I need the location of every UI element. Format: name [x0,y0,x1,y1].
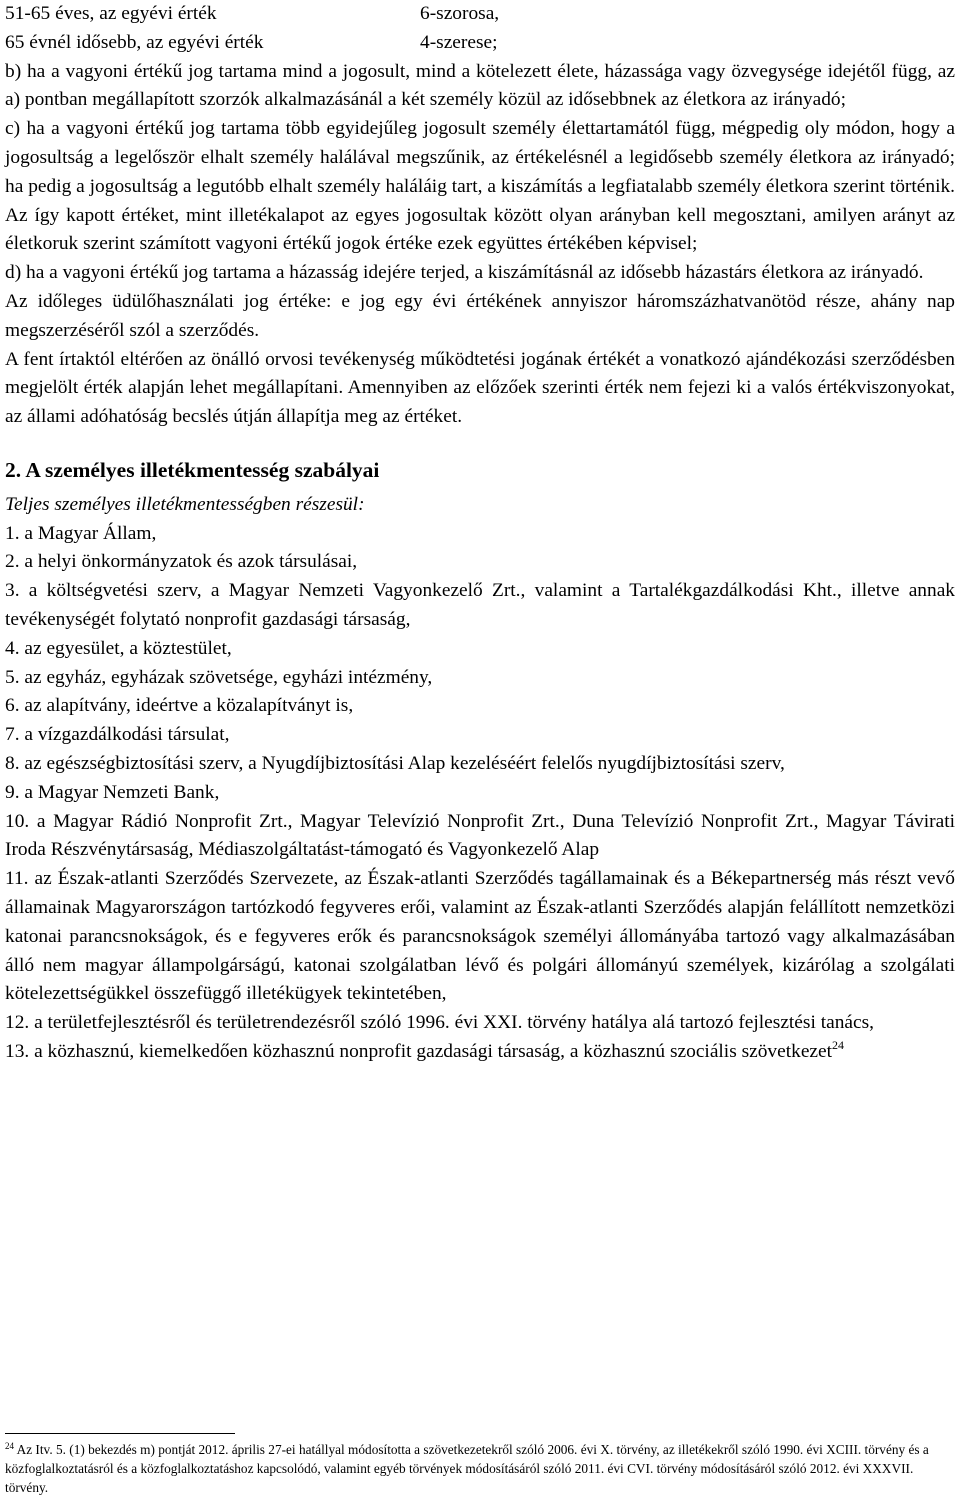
footnote-24 [5,1440,955,1498]
section-heading: 2. A személyes illetékmentesség szabályai [5,457,380,482]
footnote-text: Az Itv. 5. (1) bekezdés m) pontját 2012. április 27-ei hatállyal módosította a szövetkezetekről szóló 2006. évi X. törvény, az illetékekről szóló 1990. évi XCIII. törvény és a közfoglalkoztatásról és a közfoglalkoztatáshoz kapcsolódó, valamint egyéb törvények módosításáról szóló 2011. évi CVI. törvény módosításáról szóló 2012. évi XXXVII. törvény. [5,1442,929,1496]
list-item: 4. az egyesület, a köztestület, [5,637,232,659]
list-item: 6. az alapítvány, ideértve a közalapítványt is, [5,695,354,717]
list-item: 3. a költségvetési szerv, a Magyar Nemzeti Vagyonkezelő Zrt., valamint a Tartalékgazdálkodási Kht., illetve annak tevékenységét folytató nonprofit gazdasági társaság, [5,580,955,630]
age-multiplier: 6-szorosa, [420,3,500,24]
footnote-number: 24 [5,1441,14,1451]
footnote-reference[interactable]: 24 [832,1037,845,1052]
list-item: 1. a Magyar Állam, [5,522,157,544]
list-item: 11. az Észak-atlanti Szerződés Szervezete, az Észak-atlanti Szerződés tagállamainak és a Békepartnerség más részt vevő államainak Magyarországon tartózkodó fegyveres erői, valamint az Észak-atlanti Szerződés alapján felállított nemzetközi katonai parancsnokságok, és e fegyveres erők és parancsnokságok személyi állományába tartozó vagy alkalmazásában álló nem magyar állampolgárságú, katonai szolgálatban lévő és polgári állományú személyek, kizárólag a szolgálati kötelezettségükkel összefüggő illetékügyek tekintetében, [5,868,955,1005]
age-row [5,29,955,58]
paragraph-medical: A fent írtaktól eltérően az önálló orvosi tevékenység működtetési jogának értékét a vonatkozó ajándékozási szerződésben megjelölt érték alapján lehet megállapítani. Amennyiben az előzőek szerinti érték nem fejezi ki a valós értékviszonyokat, az állami adóhatóság becslés útján állapítja meg az értéket. [5,348,955,428]
age-row [5,0,955,29]
list-item: 12. a területfejlesztésről és területrendezésről szóló 1996. évi XXI. törvény hatálya alá tartozó fejlesztési tanács, [5,1012,874,1034]
exemption-list [5,520,955,1067]
list-item: 5. az egyház, egyházak szövetsége, egyházi intézmény, [5,666,433,688]
list-item-text: 13. a közhasznú, kiemelkedően közhasznú nonprofit gazdasági társaság, a közhasznú szociális szövetkezet [5,1040,833,1062]
paragraph-b: b) ha a vagyoni értékű jog tartama mind a jogosult, mind a kötelezett élete, házassága vagy özvegysége idejétől függ, az a) pontban megállapított szorzók alkalmazásánál a két személy közül az idősebbnek az életkora az irányadó; [5,60,955,111]
section-intro: Teljes személyes illetékmentességben részesül: [5,493,365,515]
list-item: 7. a vízgazdálkodási társulat, [5,724,230,746]
list-item: 9. a Magyar Nemzeti Bank, [5,781,220,803]
age-multiplier: 4-szerese; [420,31,498,53]
age-label: 65 évnél idősebb, az egyévi érték [5,31,264,53]
list-item: 8. az egészségbiztosítási szerv, a Nyugdíjbiztosítási Alap kezeléséért felelős nyugdíjbiztosítási szerv, [5,752,785,774]
list-item: 2. a helyi önkormányzatok és azok társulásai, [5,551,358,573]
footnotes [5,1433,955,1498]
list-item [5,1038,955,1067]
age-multiplier-table [5,0,955,58]
paragraph-timeshare: Az időleges üdülőhasználati jog értéke: e jog egy évi értékének annyiszor háromszázhatvanötöd része, ahány nap megszerzéséről szól a szerződés. [5,290,955,341]
paragraph-d: d) ha a vagyoni értékű jog tartama a házasság idejére terjed, a kiszámításnál az idősebb házastárs életkora az irányadó. [5,262,924,284]
footnote-divider [5,1433,235,1434]
list-item: 10. a Magyar Rádió Nonprofit Zrt., Magyar Televízió Nonprofit Zrt., Duna Televízió Nonprofit Zrt., Magyar Távirati Iroda Részvénytársaság, Médiaszolgáltatást-támogató és Vagyonkezelő Alap [5,810,955,861]
age-label: 51-65 éves, az egyévi érték [5,3,217,24]
paragraph-c: c) ha a vagyoni értékű jog tartama több egyidejűleg jogosult személy élettartamától függ, mégpedig oly módon, hogy a jogosultság a legelőször elhalt személy halálával megszűnik, az értékelésnél a legidősebb személy életkora az irányadó; ha pedig a jogosultság a legutóbb elhalt személy haláláig tart, a kiszámítás a legfiatalabb személy életkora szerint történik. Az így kapott értéket, mint illetékalapot az egyes jogosultak között olyan arányban kell megosztani, amilyen arányt az életkoruk szerint számított vagyoni értékű jogok értéke ezek együttes értékében képvisel; [5,118,955,255]
document-page [5,0,955,1067]
